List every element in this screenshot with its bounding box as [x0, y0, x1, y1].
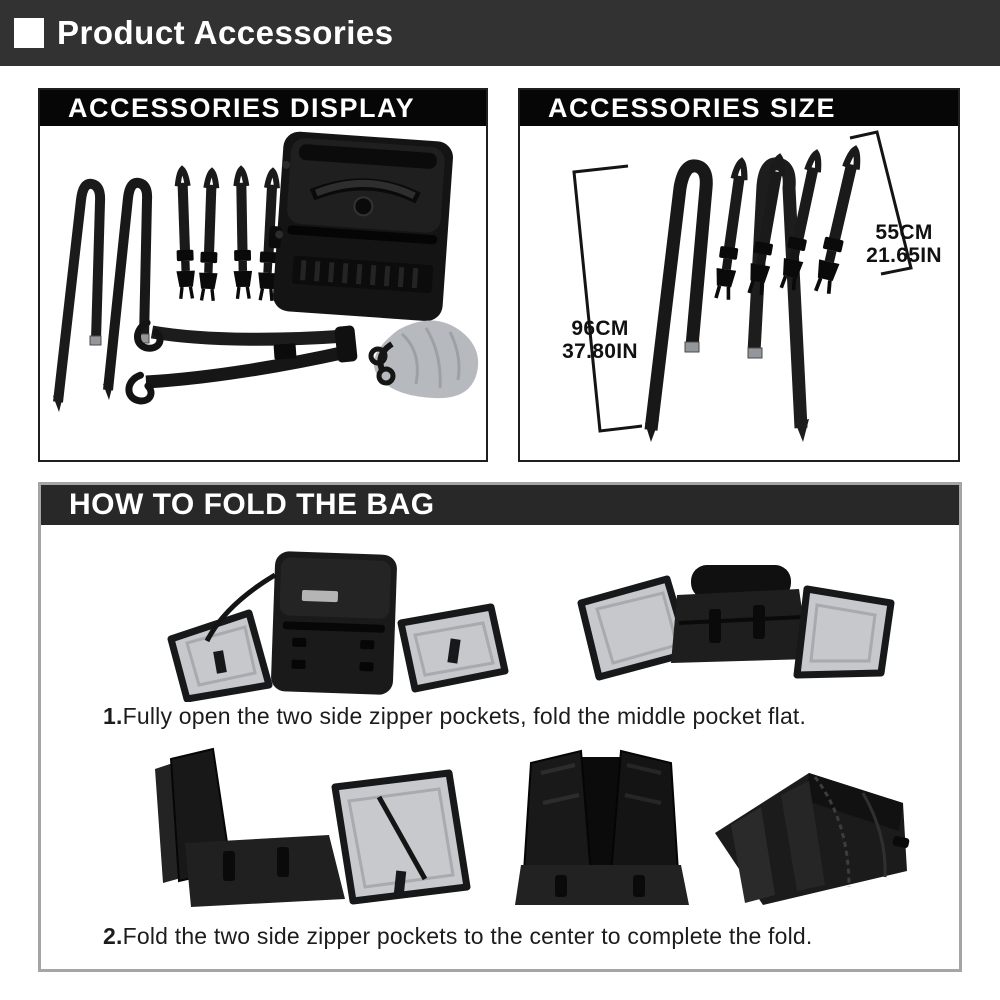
- fold-step1-photo-open-pockets: [153, 547, 523, 702]
- long-strap-illustration: [645, 166, 706, 442]
- step1-number: 1.: [103, 703, 123, 729]
- long-strap-illustration: [53, 184, 101, 412]
- accessories-size-box: [518, 88, 960, 462]
- page-header-banner: [0, 0, 1000, 66]
- fold-step2-photo-both-sides-up: [493, 747, 708, 917]
- dimension-55cm-value: 55CM: [875, 221, 933, 244]
- dimension-line-96cm: [574, 166, 642, 431]
- buckle-strap-illustration: [173, 169, 196, 299]
- square-bullet-icon: [14, 18, 44, 48]
- step2-text: Fold the two side zipper pockets to the center to complete the fold.: [122, 923, 813, 949]
- dimension-55in-value: 21.65IN: [866, 243, 942, 267]
- dimension-label-55cm: [848, 222, 960, 267]
- shoulder-strap-illustration: [126, 320, 358, 403]
- how-to-fold-header: HOW TO FOLD THE BAG: [41, 485, 959, 525]
- fold-step2-caption: [103, 923, 813, 950]
- accessories-size-photo: [520, 126, 958, 460]
- dimension-96cm-value: 96CM: [571, 317, 629, 340]
- buckle-strap-illustration: [232, 169, 253, 299]
- accessories-display-header: ACCESSORIES DISPLAY: [40, 90, 486, 126]
- fold-step2-photo-fully-folded: [697, 759, 922, 914]
- page-title: Product Accessories: [57, 14, 394, 51]
- tail-bag-illustration: [264, 130, 454, 322]
- fold-step1-photo-flattened: [569, 561, 899, 696]
- how-to-fold-box: [38, 482, 962, 972]
- step1-text: Fully open the two side zipper pockets, fold the middle pocket flat.: [122, 703, 807, 729]
- fold-step1-caption: [103, 703, 806, 730]
- rain-cover-pouch-illustration: [371, 320, 478, 398]
- accessories-size-header: ACCESSORIES SIZE: [520, 90, 958, 126]
- buckle-strap-illustration: [198, 171, 221, 301]
- buckle-strap-illustration: [712, 160, 751, 300]
- fold-step2-photo-one-side-folded: [127, 747, 472, 917]
- step2-number: 2.: [103, 923, 123, 949]
- dimension-96in-value: 37.80IN: [562, 339, 638, 363]
- long-strap-illustration: [103, 183, 149, 400]
- accessories-display-photo: [40, 126, 486, 460]
- dimension-label-96cm: [544, 318, 656, 363]
- accessories-display-box: [38, 88, 488, 462]
